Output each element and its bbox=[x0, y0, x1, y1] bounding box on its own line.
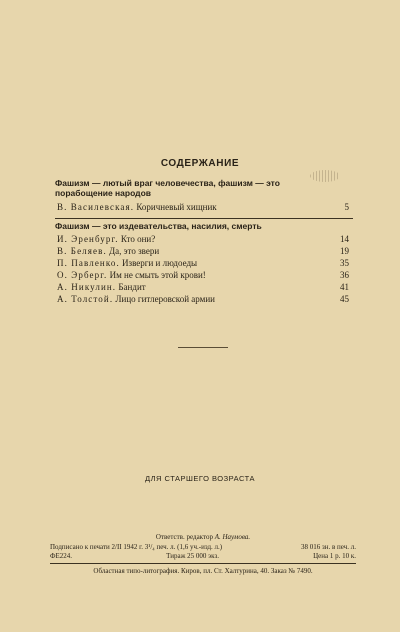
entry-page: 19 bbox=[340, 246, 349, 256]
toc-entry bbox=[57, 202, 349, 213]
entry-title: Изверги и людоеды bbox=[122, 258, 198, 268]
toc-entry bbox=[57, 258, 349, 269]
price: Цена 1 р. 10 к. bbox=[313, 552, 356, 560]
signed-left: Подписано к печати 2/II 1942 г. 3¹/₄ печ. л. (1,6 уч.-изд. л.) bbox=[50, 543, 223, 551]
entry-page: 5 bbox=[344, 202, 349, 212]
editor-line bbox=[50, 533, 356, 542]
circulation: Тираж 25 000 экз. bbox=[166, 552, 219, 560]
entry-author: П. Павленко. bbox=[57, 258, 120, 268]
entry-author: О. Эрберг. bbox=[57, 270, 108, 280]
editor-name: А. Наумова. bbox=[214, 533, 251, 541]
entry-page: 14 bbox=[340, 234, 349, 244]
entry-title: Бандит bbox=[118, 282, 146, 292]
entry-title: Кто они? bbox=[120, 234, 156, 244]
signed-line bbox=[50, 543, 356, 552]
entry-title: Да, это звери bbox=[109, 246, 160, 256]
entry-page: 36 bbox=[340, 270, 349, 280]
toc-entry bbox=[57, 294, 349, 305]
section-heading-2: Фашизм — это издевательства, насилия, смерть bbox=[55, 221, 262, 231]
section-heading-1 bbox=[55, 178, 355, 198]
entry-author: В. Василевская. bbox=[57, 202, 135, 212]
section-divider bbox=[55, 218, 353, 219]
age-label: ДЛЯ СТАРШЕГО ВОЗРАСТА bbox=[145, 474, 255, 483]
section-heading-1-line2: порабощение народов bbox=[55, 188, 151, 198]
toc-entry bbox=[57, 246, 349, 257]
print-code: ФЕ224. bbox=[50, 552, 73, 560]
entry-title: Коричневый хищник bbox=[136, 202, 217, 212]
entry-title: Им не смыть этой крови! bbox=[109, 270, 206, 280]
signed-right: 38 016 зн. в печ. л. bbox=[300, 543, 356, 551]
entry-author: В. Беляев. bbox=[57, 246, 107, 256]
toc-title: СОДЕРЖАНИЕ bbox=[160, 158, 240, 169]
toc-entry bbox=[57, 270, 349, 281]
entry-page: 41 bbox=[340, 282, 349, 292]
entry-page: 45 bbox=[340, 294, 349, 304]
entry-author: И. Эренбург. bbox=[57, 234, 119, 244]
imprint-divider bbox=[50, 563, 356, 564]
toc-entry bbox=[57, 282, 349, 293]
section-heading-1-line1: Фашизм — лютый враг человечества, фашизм — это bbox=[55, 178, 280, 188]
toc-entry bbox=[57, 234, 349, 245]
printer-line: Областная типо-литография. Киров, пл. Ст. Халтурина, 40. Заказ № 7490. bbox=[93, 567, 313, 575]
entry-author: А. Толстой. bbox=[57, 294, 114, 304]
entry-title: Лицо гитлеровской армии bbox=[115, 294, 215, 304]
entry-author: А. Никулин. bbox=[57, 282, 117, 292]
entry-page: 35 bbox=[340, 258, 349, 268]
editor-prefix: Ответств. редактор bbox=[155, 533, 213, 541]
circulation-line bbox=[50, 552, 356, 561]
ornament-rule bbox=[178, 347, 228, 348]
